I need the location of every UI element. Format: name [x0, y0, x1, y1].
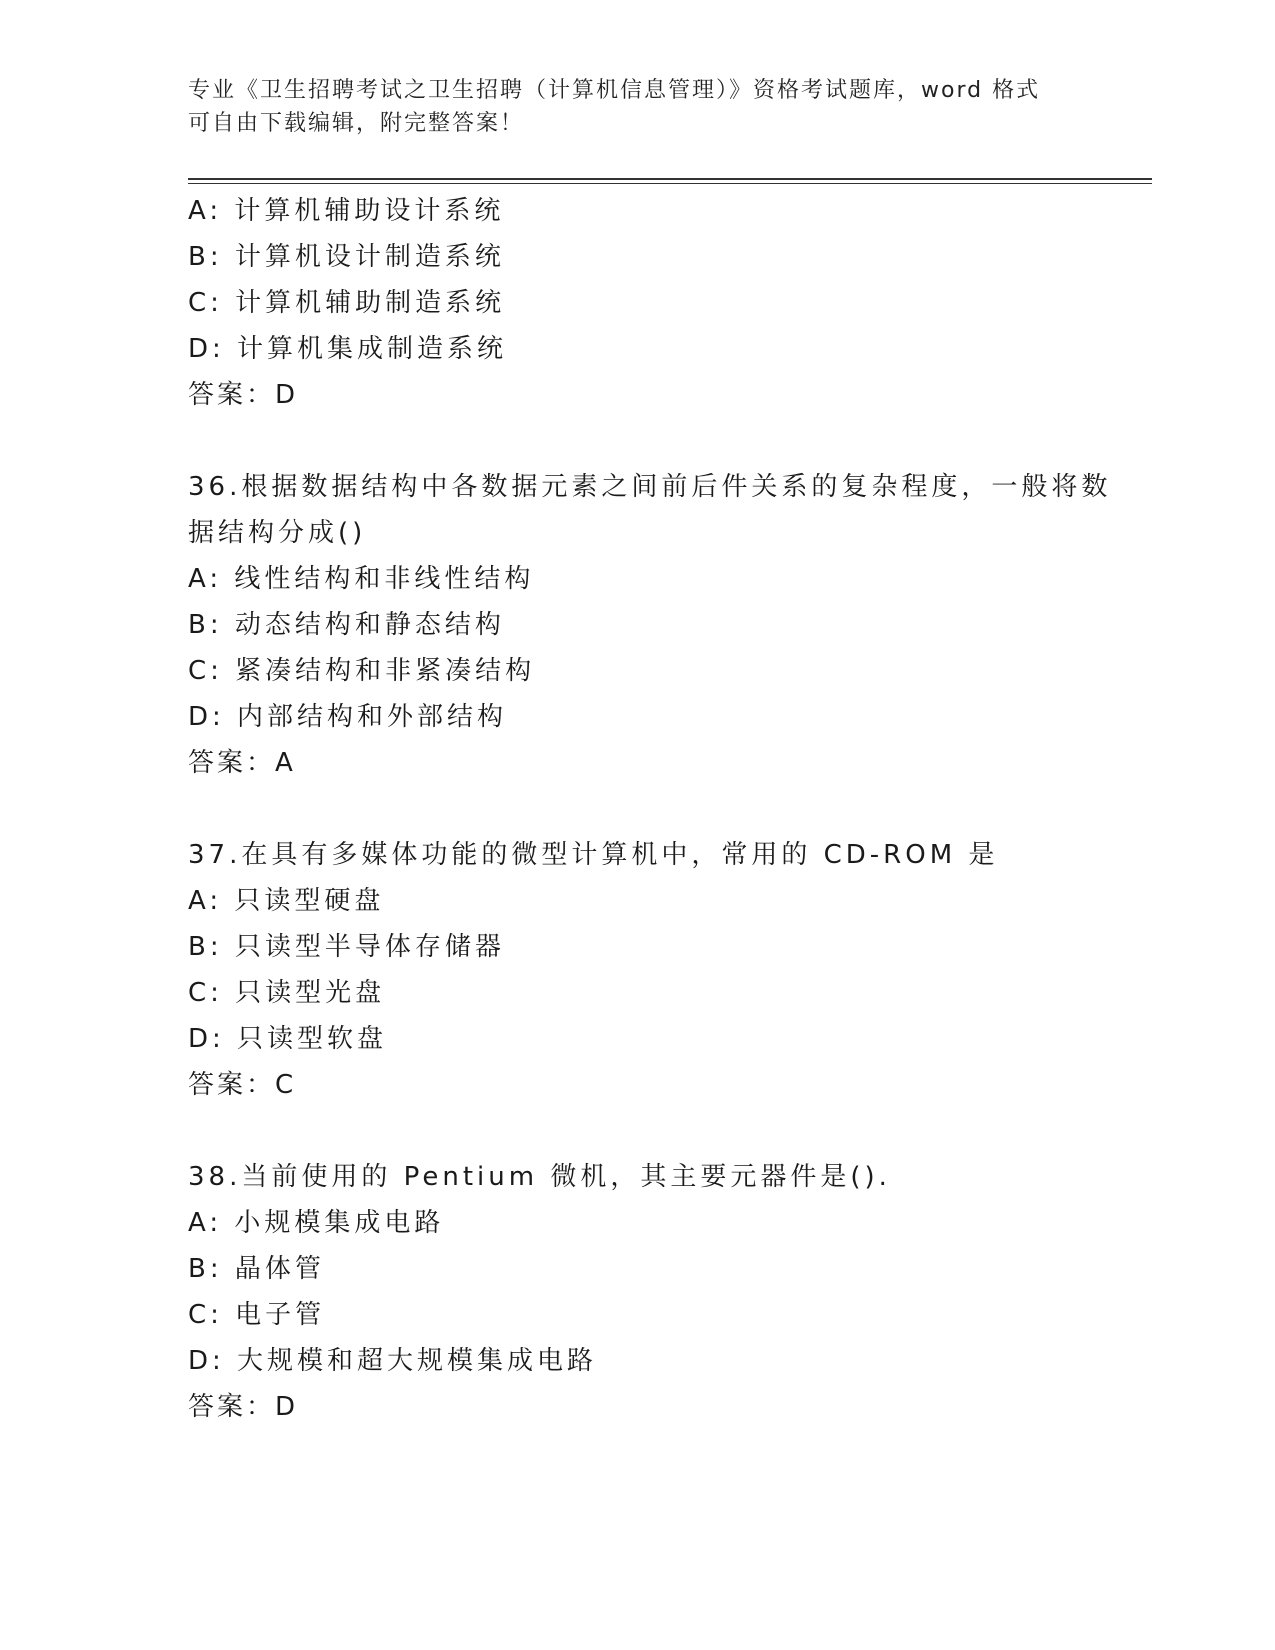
- option-d: D: 只读型软盘: [188, 1024, 388, 1054]
- header-divider-thick: [188, 178, 1152, 180]
- question-stem: [188, 464, 1118, 556]
- option-b: B: 计算机设计制造系统: [188, 242, 505, 272]
- question-36: [188, 464, 1118, 786]
- option-b: B: 晶体管: [188, 1254, 325, 1284]
- question-stem-line-1: 37.在具有多媒体功能的微型计算机中，常用的 CD-ROM 是: [188, 840, 999, 870]
- question-stem-line-2: 据结构分成(): [188, 518, 367, 548]
- header-line-1: 专业《卫生招聘考试之卫生招聘（计算机信息管理）》资格考试题库，word 格式: [188, 78, 1041, 103]
- question-38: [188, 1154, 1118, 1430]
- answer-line: 答案：A: [188, 748, 296, 778]
- option-c: C: 只读型光盘: [188, 978, 386, 1008]
- question-stem: [188, 832, 1118, 878]
- question-stem-line-1: 36.根据数据结构中各数据元素之间前后件关系的复杂程度，一般将数: [188, 472, 1112, 502]
- option-a: A: 线性结构和非线性结构: [188, 564, 535, 594]
- header-divider-thin: [188, 183, 1152, 184]
- question-content: [188, 188, 1118, 1430]
- option-a: A: 只读型硬盘: [188, 886, 385, 916]
- answer-line: 答案：C: [188, 1070, 297, 1100]
- option-d: D: 内部结构和外部结构: [188, 702, 508, 732]
- document-header: [188, 74, 1088, 140]
- option-b: B: 只读型半导体存储器: [188, 932, 505, 962]
- question-37: [188, 832, 1118, 1108]
- option-d: D: 大规模和超大规模集成电路: [188, 1346, 598, 1376]
- question-stem: [188, 1154, 1118, 1200]
- answer-line: 答案：D: [188, 380, 299, 410]
- option-a: A: 小规模集成电路: [188, 1208, 445, 1238]
- option-b: B: 动态结构和静态结构: [188, 610, 505, 640]
- carryover-question: [188, 188, 1118, 418]
- question-stem-line-1: 38.当前使用的 Pentium 微机，其主要元器件是().: [188, 1162, 891, 1192]
- header-line-2: 可自由下载编辑，附完整答案！: [188, 111, 525, 136]
- answer-line: 答案：D: [188, 1392, 299, 1422]
- option-c: C: 紧凑结构和非紧凑结构: [188, 656, 536, 686]
- option-a: A: 计算机辅助设计系统: [188, 196, 505, 226]
- option-d: D: 计算机集成制造系统: [188, 334, 508, 364]
- option-c: C: 电子管: [188, 1300, 326, 1330]
- option-c: C: 计算机辅助制造系统: [188, 288, 506, 318]
